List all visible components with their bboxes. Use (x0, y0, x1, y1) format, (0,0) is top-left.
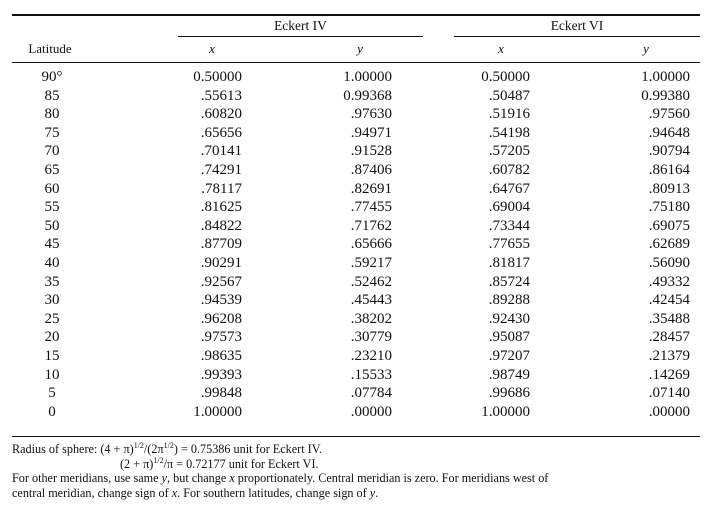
eckert-iv-y-cell: .91528 (350, 143, 392, 160)
eckert-vi-y-cell: .75180 (648, 199, 690, 216)
note-iv-formula-a: (4 + π) (100, 442, 134, 456)
eckert-vi-x-cell: .92430 (488, 310, 530, 327)
eckert-iv-x-cell: .78117 (201, 180, 242, 197)
eckert-iv-x-cell: .60820 (200, 106, 242, 123)
eckert-iv-y-cell: .71762 (350, 217, 392, 234)
eckert-iv-y-cell: .87406 (350, 161, 392, 178)
table-notes (12, 442, 700, 500)
eckert-iv-x-cell: .92567 (200, 273, 242, 290)
eckert-iv-y-cell: .77455 (350, 199, 392, 216)
note-iv-value: = 0.75386 unit for Eckert IV. (177, 442, 322, 456)
latitude-cell: 40 (44, 254, 60, 271)
eckert-vi-y-cell: .28457 (648, 329, 690, 346)
latitude-cell: 85 (44, 87, 60, 104)
table-row (12, 217, 700, 236)
table-bottom-rule (12, 436, 700, 437)
table-body (12, 68, 700, 421)
note-line3-a: For other meridians, use same (12, 471, 162, 486)
latitude-cell: 65 (44, 161, 60, 178)
eckert-vi-y-cell: .69075 (648, 217, 690, 234)
latitude-cell: 35 (44, 273, 60, 290)
eckert-vi-y-cell: .49332 (648, 273, 690, 290)
eckert-vi-y-cell: 0.99380 (641, 87, 690, 104)
table-row (12, 142, 700, 161)
eckert-iv-x-cell: .97573 (200, 329, 242, 346)
eckert-iv-y-cell: .07784 (350, 385, 392, 402)
eckert-iv-y-cell: .45443 (350, 292, 392, 309)
eckert-iv-x-cell: .99393 (200, 366, 242, 383)
note-radius-prefix: Radius of sphere: (12, 442, 101, 456)
group-header-eckert-vi: Eckert VI (550, 18, 604, 33)
note-iv-formula-b: /(2π (143, 442, 164, 456)
eckert-iv-x-cell: .98635 (200, 347, 242, 364)
eckert-vi-y-cell: .56090 (648, 254, 690, 271)
latitude-cell: 30 (44, 292, 60, 309)
table-row (12, 347, 700, 366)
eckert-vi-x-cell: .77655 (488, 236, 530, 253)
note-radius-vi (12, 457, 700, 472)
table-row (12, 273, 700, 292)
eckert-vi-y-cell: .00000 (648, 403, 690, 420)
eckert-iv-x-cell: .94539 (200, 292, 242, 309)
table-row (12, 310, 700, 329)
eckert-iv-y-cell: .59217 (350, 254, 392, 271)
note-other-meridians (12, 471, 700, 486)
note-line3-y: y (161, 471, 168, 486)
note-sign-change (12, 486, 700, 501)
eckert-iv-x-cell: .74291 (200, 161, 242, 178)
eckert-iv-y-cell: .00000 (350, 403, 392, 420)
latitude-cell: 20 (44, 329, 60, 346)
eckert-iv-x-cell: 0.50000 (193, 69, 242, 85)
latitude-cell: 70 (44, 143, 60, 160)
note-vi-formula-a: (2 + π) (120, 456, 154, 471)
latitude-cell: 80 (44, 106, 60, 123)
table-row (12, 68, 700, 87)
eckert-iv-y-cell: .82691 (350, 180, 392, 197)
header-bottom-rule (12, 62, 700, 63)
eckert-vi-y-cell: .42454 (648, 292, 690, 309)
eckert-iv-x-header: x (209, 41, 215, 56)
note-vi-value: = 0.72177 unit for Eckert VI. (173, 456, 319, 471)
note-iv-formula-c: ) (173, 442, 178, 456)
latitude-cell: 45 (44, 236, 60, 253)
note-line3-c: proportionately. Central meridian is zero. For meridians west of (234, 471, 549, 486)
eckert-iv-y-header: y (357, 41, 363, 56)
eckert-iv-x-cell: .90291 (200, 254, 242, 271)
eckert-iv-x-cell: .81625 (200, 199, 242, 216)
eckert-iv-y-cell: .23210 (350, 347, 392, 364)
table-row (12, 161, 700, 180)
eckert-vi-y-cell: .62689 (648, 236, 690, 253)
latitude-cell: 15 (44, 347, 60, 364)
table-row (12, 198, 700, 217)
eckert-iv-y-cell: .94971 (350, 124, 392, 141)
eckert-iv-x-cell: .96208 (200, 310, 242, 327)
table-row (12, 403, 700, 422)
eckert-vi-x-cell: .81817 (488, 254, 530, 271)
eckert-iv-x-cell: .84822 (200, 217, 242, 234)
latitude-cell: 0 (48, 403, 56, 420)
latitude-cell: 60 (44, 180, 60, 197)
latitude-cell: 5 (48, 385, 56, 402)
table-row (12, 254, 700, 273)
latitude-cell: 75 (44, 124, 60, 141)
eckert-vi-x-cell: 1.00000 (481, 403, 530, 420)
group-header-eckert-iv: Eckert IV (274, 18, 327, 33)
eckert-vi-x-cell: .50487 (488, 87, 530, 104)
eckert-iv-y-cell: 0.99368 (343, 87, 392, 104)
eckert-iv-y-cell: .38202 (350, 310, 392, 327)
latitude-cell: 10 (44, 366, 60, 383)
table-row (12, 291, 700, 310)
eckert-iv-x-cell: .70141 (200, 143, 242, 160)
note-iv-exponent-a: 1/2 (133, 441, 144, 450)
eckert-vi-y-cell: .94648 (648, 124, 690, 141)
eckert-iv-y-cell: .97630 (350, 106, 392, 123)
latitude-cell: 50 (44, 217, 60, 234)
eckert-vi-y-header: y (643, 41, 649, 56)
eckert-iv-y-cell: .30779 (350, 329, 392, 346)
eckert-vi-y-cell: .07140 (648, 385, 690, 402)
table-row (12, 180, 700, 199)
eckert-vi-x-cell: .64767 (488, 180, 530, 197)
eckert-vi-x-cell: .51916 (488, 106, 530, 123)
note-vi-exponent-a: 1/2 (153, 455, 164, 465)
note-line4-y: y (369, 485, 376, 500)
eckert-vi-x-cell: .57205 (488, 143, 530, 160)
note-line3-x: x (229, 471, 235, 486)
eckert-iv-y-cell: .65666 (350, 236, 392, 253)
eckert-vi-y-cell: .21379 (648, 347, 690, 364)
eckert-iv-y-cell: 1.00000 (343, 69, 392, 85)
eckert-vi-x-cell: 0.50000 (481, 69, 530, 85)
table-top-rule (12, 14, 700, 16)
eckert-vi-x-cell: .60782 (488, 161, 530, 178)
note-line4-a: central meridian, change sign of (12, 485, 172, 500)
table-row (12, 124, 700, 143)
eckert-vi-x-cell: .54198 (488, 124, 530, 141)
group-rule-eckert-iv (178, 36, 423, 37)
eckert-vi-y-cell: .86164 (648, 161, 690, 178)
note-line4-b: . For southern latitudes, change sign of (177, 485, 370, 500)
eckert-vi-x-cell: .69004 (488, 199, 530, 216)
table-row (12, 105, 700, 124)
eckert-iv-x-cell: .55613 (200, 87, 242, 104)
latitude-header: Latitude (28, 41, 72, 56)
table-row (12, 235, 700, 254)
note-line4-c: . (375, 485, 379, 500)
note-radius-iv (12, 442, 700, 457)
note-vi-formula-b: /π (163, 456, 174, 471)
eckert-iv-y-cell: .15533 (350, 366, 392, 383)
eckert-vi-y-cell: .80913 (648, 180, 690, 197)
eckert-vi-x-cell: .99686 (488, 385, 530, 402)
eckert-iv-y-cell: .52462 (350, 273, 392, 290)
eckert-vi-y-cell: .97560 (648, 106, 690, 123)
latitude-cell: 25 (44, 310, 60, 327)
eckert-iv-x-cell: .99848 (200, 385, 242, 402)
latitude-cell: 90° (41, 69, 63, 85)
eckert-iv-x-cell: 1.00000 (193, 403, 242, 420)
table-row (12, 328, 700, 347)
eckert-vi-x-header: x (498, 41, 504, 56)
eckert-vi-y-cell: .90794 (648, 143, 690, 160)
eckert-vi-x-cell: .89288 (488, 292, 530, 309)
note-line3-b: , but change (167, 471, 230, 486)
group-rule-eckert-vi (454, 36, 700, 37)
eckert-iv-x-cell: .65656 (200, 124, 242, 141)
table-row (12, 87, 700, 106)
eckert-vi-x-cell: .97207 (488, 347, 530, 364)
table-row (12, 384, 700, 403)
eckert-vi-x-cell: .95087 (488, 329, 530, 346)
eckert-vi-x-cell: .73344 (488, 217, 530, 234)
eckert-vi-y-cell: 1.00000 (641, 69, 690, 85)
note-line4-x: x (171, 485, 178, 500)
eckert-vi-y-cell: .35488 (648, 310, 690, 327)
eckert-vi-x-cell: .98749 (488, 366, 530, 383)
note-iv-exponent-b: 1/2 (163, 441, 174, 450)
eckert-vi-y-cell: .14269 (648, 366, 690, 383)
eckert-iv-x-cell: .87709 (200, 236, 242, 253)
table-row (12, 366, 700, 385)
latitude-cell: 55 (44, 199, 60, 216)
eckert-vi-x-cell: .85724 (488, 273, 530, 290)
